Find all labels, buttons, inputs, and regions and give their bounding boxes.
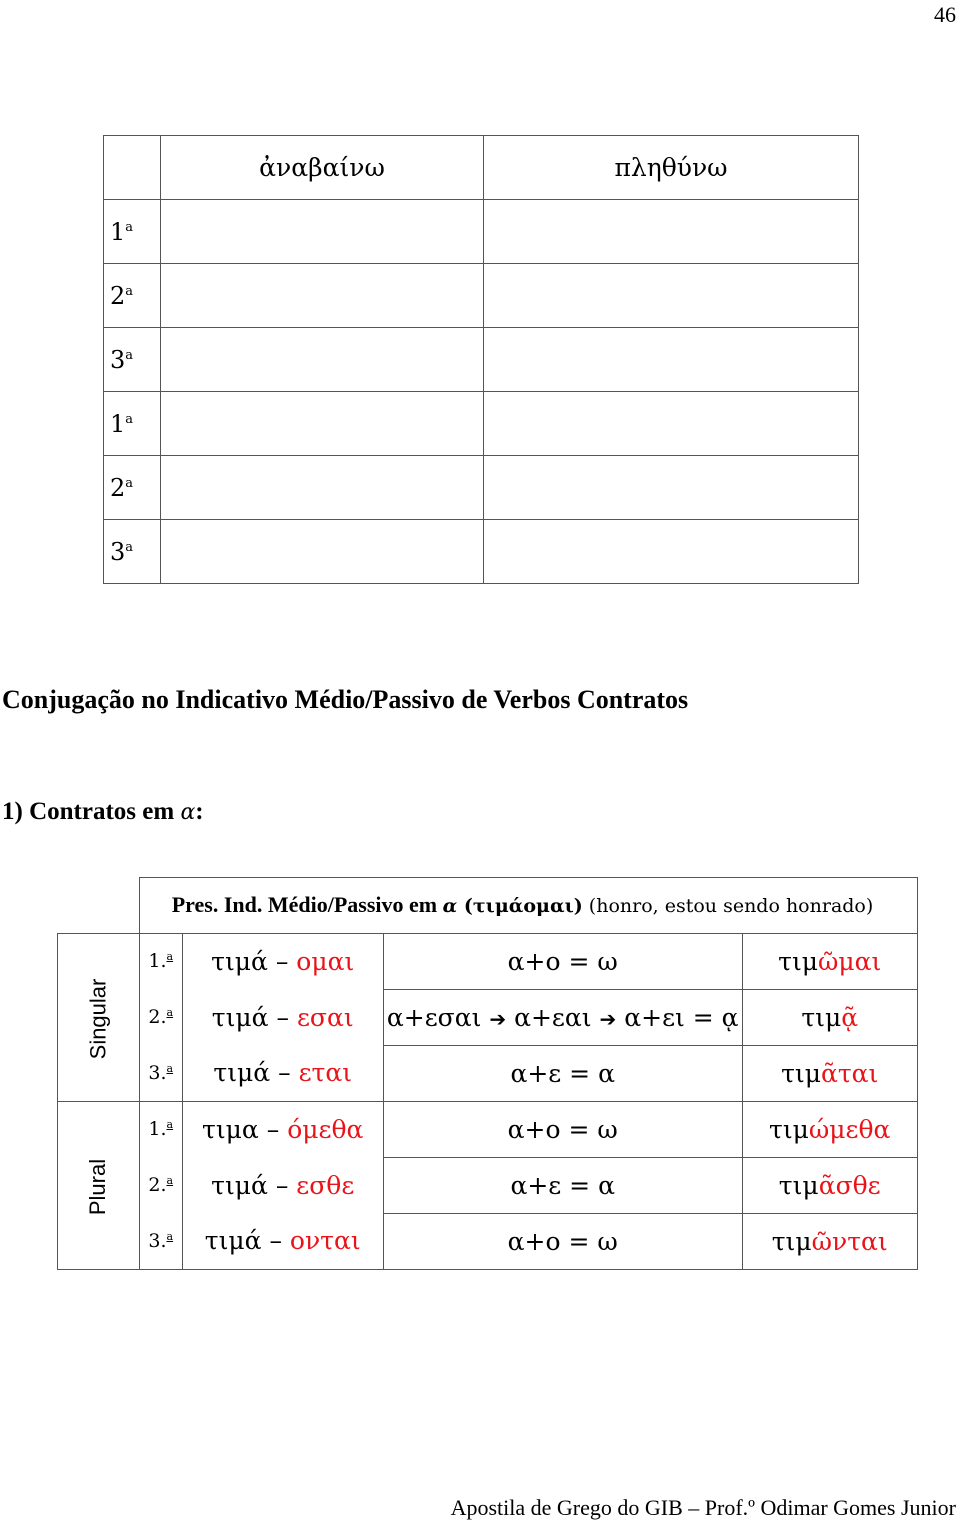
- answer-cell[interactable]: [161, 200, 484, 264]
- caption-alpha: α: [442, 895, 458, 918]
- stem-ending: τιμά – εται: [182, 1045, 383, 1101]
- section-heading: Conjugação no Indicativo Médio/Passivo de Verbos Contratos: [2, 685, 689, 714]
- exercise-row: [104, 328, 859, 392]
- caption-gloss: (honro, estou sendo honrado): [582, 895, 874, 918]
- conjugation-row: [58, 1101, 918, 1157]
- caption-greek: (τιμάομαι): [457, 895, 583, 918]
- caption-spacer: [58, 878, 140, 934]
- answer-cell[interactable]: [161, 392, 484, 456]
- stem-ending: τιμά – ομαι: [182, 933, 383, 989]
- person-number: 2.$^a$: [139, 989, 182, 1045]
- ending: όμεθα: [287, 1114, 364, 1144]
- exercise-row: [104, 200, 859, 264]
- conjugation-row: [58, 1213, 918, 1269]
- conjugation-row: [58, 1045, 918, 1101]
- person-number: 1.$^a$: [139, 933, 182, 989]
- subheading-text: 1) Contratos em: [2, 798, 181, 825]
- contraction-rule: α+εσαι ➔ α+εαι ➔ α+ει = ᾳ: [383, 989, 742, 1045]
- contracted-form: τιμώμεθα: [742, 1101, 917, 1157]
- arrow-right-icon: ➔: [489, 1006, 507, 1031]
- ending: εσθε: [296, 1170, 355, 1200]
- page-number: 46: [934, 2, 956, 27]
- exercise-row: [104, 392, 859, 456]
- exercise-header-plethyno: πληθύνω: [484, 136, 859, 200]
- person-number: 3.$^a$: [139, 1213, 182, 1269]
- table-caption: [139, 878, 917, 934]
- exercise-table: [103, 135, 859, 584]
- ending: ομαι: [296, 946, 355, 976]
- conjugation-row: [58, 989, 918, 1045]
- contraction-rule: α+ε = α: [383, 1157, 742, 1213]
- contraction-rule: α+ε = α: [383, 1045, 742, 1101]
- person-label: 3$^a$: [104, 328, 161, 392]
- exercise-row: [104, 456, 859, 520]
- singular-label-cell: [58, 933, 140, 1101]
- conjugation-row: [58, 933, 918, 989]
- stem-ending: τιμα – όμεθα: [182, 1101, 383, 1157]
- contracted-form: τιμᾶσθε: [742, 1157, 917, 1213]
- answer-cell[interactable]: [161, 456, 484, 520]
- singular-label: Singular: [85, 978, 111, 1059]
- caption-part1: Pres. Ind. Médio/Passivo em: [171, 892, 443, 918]
- exercise-header-anabaino: ἀναβαίνω: [161, 136, 484, 200]
- caption-row: [58, 878, 918, 934]
- answer-cell[interactable]: [161, 328, 484, 392]
- person-label: 2$^a$: [104, 456, 161, 520]
- exercise-header-empty: [104, 136, 161, 200]
- contraction-rule: α+ο = ω: [383, 1101, 742, 1157]
- person-label: 1$^a$: [104, 392, 161, 456]
- person-number: 1.$^a$: [139, 1101, 182, 1157]
- plural-label-cell: [58, 1101, 140, 1269]
- person-label: 3$^a$: [104, 520, 161, 584]
- conjugation-table: [57, 877, 918, 1270]
- answer-cell[interactable]: [484, 456, 859, 520]
- contracted-form: τιμῶμαι: [742, 933, 917, 989]
- contracted-form: τιμῶνται: [742, 1213, 917, 1269]
- arrow-right-icon: ➔: [599, 1006, 617, 1031]
- person-number: 3.$^a$: [139, 1045, 182, 1101]
- answer-cell[interactable]: [161, 520, 484, 584]
- answer-cell[interactable]: [484, 328, 859, 392]
- answer-cell[interactable]: [484, 264, 859, 328]
- exercise-row: [104, 520, 859, 584]
- exercise-row: [104, 264, 859, 328]
- stem-ending: τιμά – ονται: [182, 1213, 383, 1269]
- ending: εσαι: [296, 1002, 354, 1032]
- subheading-suffix: :: [195, 798, 204, 825]
- contraction-rule: α+ο = ω: [383, 933, 742, 989]
- plural-label: Plural: [85, 1158, 111, 1215]
- answer-cell[interactable]: [161, 264, 484, 328]
- ending: εται: [298, 1058, 353, 1088]
- conjugation-row: [58, 1157, 918, 1213]
- contracted-form: τιμᾷ: [742, 989, 917, 1045]
- answer-cell[interactable]: [484, 520, 859, 584]
- contracted-form: τιμᾶται: [742, 1045, 917, 1101]
- page-footer: Apostila de Grego do GIB – Prof.º Odimar Gomes Junior: [450, 1495, 956, 1520]
- contraction-rule: α+ο = ω: [383, 1213, 742, 1269]
- subsection-heading: [2, 798, 204, 826]
- subheading-alpha: α: [180, 800, 196, 825]
- person-label: 1$^a$: [104, 200, 161, 264]
- person-number: 2.$^a$: [139, 1157, 182, 1213]
- answer-cell[interactable]: [484, 200, 859, 264]
- stem-ending: τιμά – εσαι: [182, 989, 383, 1045]
- exercise-header-row: [104, 136, 859, 200]
- ending: ονται: [289, 1226, 361, 1256]
- person-label: 2$^a$: [104, 264, 161, 328]
- stem-ending: τιμά – εσθε: [182, 1157, 383, 1213]
- answer-cell[interactable]: [484, 392, 859, 456]
